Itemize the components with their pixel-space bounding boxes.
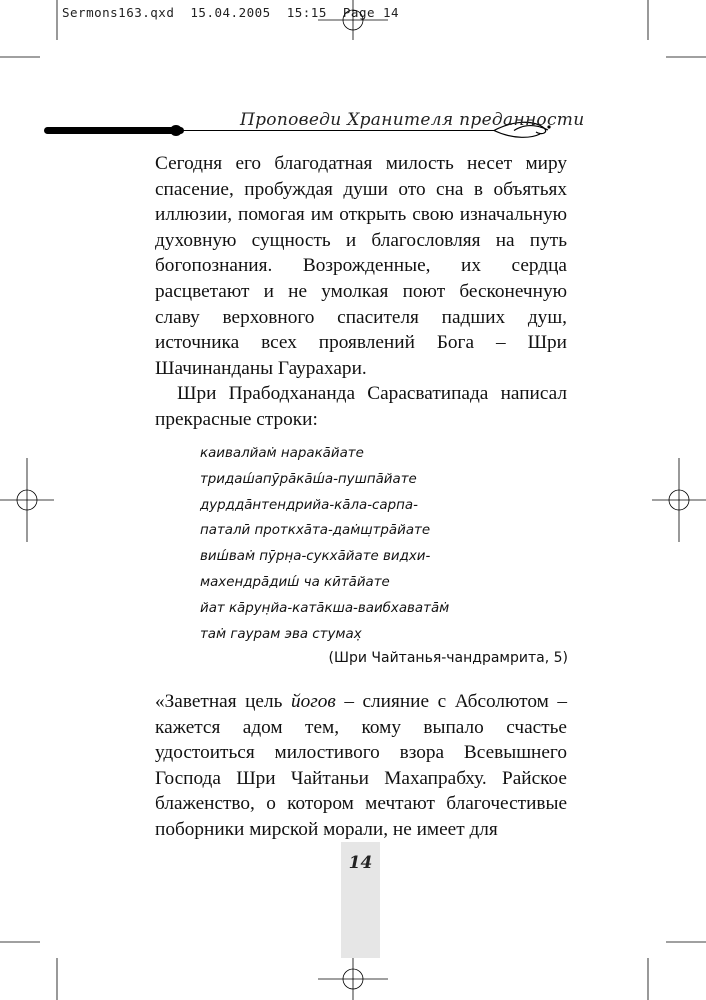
paragraph-3-rest: – слияние с Абсолютом – кажется адом тем, кому выпало счастье удостоиться милостивого взора Всевышнего Господа Шри Чайтаньи Махапрабху. Райское блаженство, о котором мечтают благочестивые поборники мирской морали, не имеет для bbox=[155, 691, 567, 840]
paragraph-3-open: «Заветная цель bbox=[155, 691, 291, 712]
paragraph-2: Шри Прабодхананда Сарасватипада написал прекрасные строки: bbox=[155, 383, 567, 430]
body-text-top bbox=[155, 151, 567, 433]
verse-line: паталӣ проткхāта-дам̇ш̣трāйате bbox=[200, 523, 431, 539]
verse-line: там̇ гаурам эва стумах̣ bbox=[200, 626, 362, 642]
verse-line: йат кāрун̣йа-катāкша-ваибхаватāм̇ bbox=[200, 600, 450, 616]
running-header-title: Проповеди Хранителя преданности bbox=[240, 110, 585, 130]
verse-line: махендрāдиш́ ча кӣтāйате bbox=[200, 574, 390, 590]
registration-mark-left bbox=[0, 458, 54, 542]
paragraph-3-italic: йогов bbox=[290, 691, 336, 712]
slug-line: Sermons163.qxd 15.04.2005 15:15 Page 14 bbox=[62, 5, 400, 20]
verse-line: тридаш́апӯрāкāш́а-пушпāйате bbox=[200, 471, 417, 487]
paragraph-3 bbox=[155, 689, 567, 843]
body-text-bottom bbox=[155, 689, 567, 843]
verse-line: дурддāнтендрийа-кāла-сарпа- bbox=[200, 497, 418, 513]
verse-line: виш́вам̇ пӯрн̣а-сукхāйате видхи- bbox=[200, 549, 431, 565]
registration-mark-right bbox=[652, 458, 706, 542]
verse-line: каивалйам̇ наракāйате bbox=[200, 446, 364, 461]
verse-block bbox=[200, 441, 449, 647]
page-number: 14 bbox=[348, 853, 373, 873]
verse-source: (Шри Чайтанья-чандрамрита, 5) bbox=[328, 650, 568, 666]
paragraph-1: Сегодня его благодатная милость несет миру спасение, пробуждая души ото сна в объятьях иллюзии, помогая им открыть свою изначальную духовную сущность и благословляя на путь богопознания. Возрожденные, их сердца расцветают и не умолкая поют бесконечную славу верховного спасителя падших душ, источника всех проявлений Бога – Шри Шачинанданы Гаурахари. bbox=[155, 153, 567, 379]
registration-mark-top bbox=[318, 0, 388, 40]
registration-mark-bottom bbox=[318, 958, 388, 1000]
